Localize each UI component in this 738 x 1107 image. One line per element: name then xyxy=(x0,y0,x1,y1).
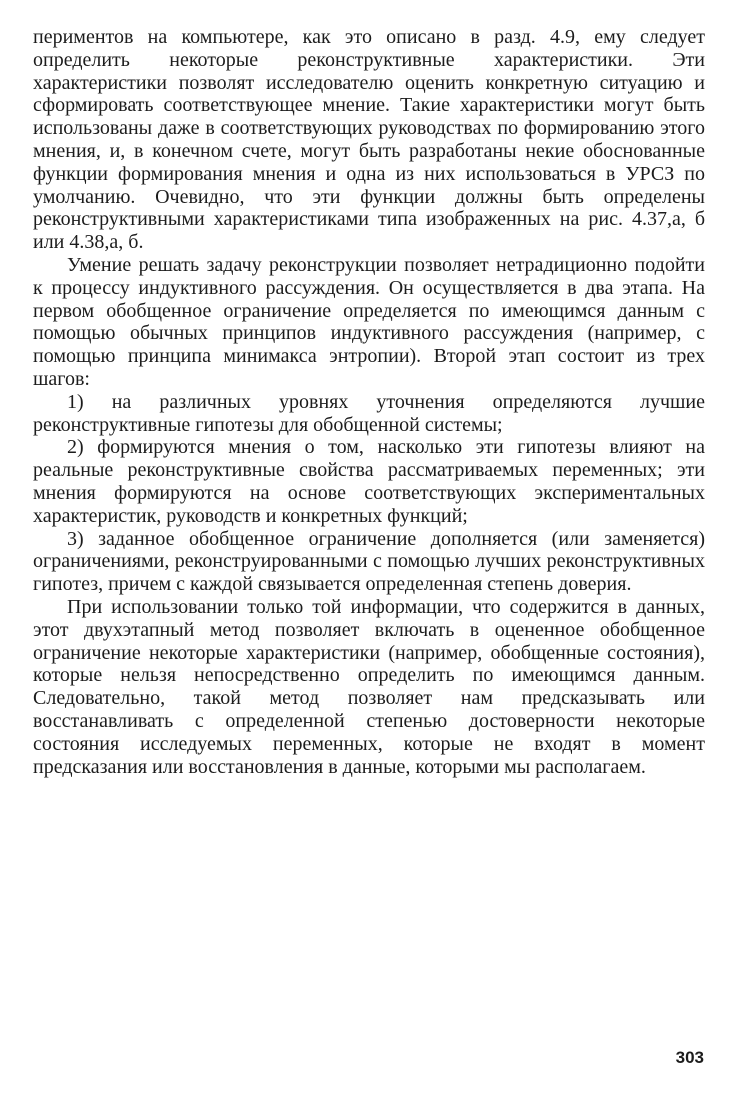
page-number: 303 xyxy=(675,1048,704,1067)
list-item-step-3: 3) заданное обобщенное ограничение дополняется (или заменяется) ограничениями, реконструированными с помощью лучших реконструктивных гипотез, причем с каждой связывается определенная степень доверия. xyxy=(33,527,705,596)
list-item-step-2: 2) формируются мнения о том, насколько эти гипотезы влияют на реальные реконструктивные свойства рассматриваемых переменных; эти мнения формируются на основе соответствующих экспериментальных характеристик, руководств и конкретных функций; xyxy=(33,436,705,527)
paragraph-conclusion: При использовании только той информации, что содержится в данных, этот двухэтапный метод позволяет включать в оцененное обобщенное ограничение некоторые характеристики (например, обобщенные состояния), которые нельзя непосредственно определить по имеющимся данным. Следовательно, такой метод позволяет нам предсказывать или восстанавливать с определенной степенью достоверности некоторые состояния исследуемых переменных, которые не входят в момент предсказания или восстановления в данные, которыми мы располагаем. xyxy=(33,595,705,778)
paragraph-continuation: периментов на компьютере, как это описано в разд. 4.9, ему следует определить некоторые реконструктивные характеристики. Эти характеристики позволят исследователю оценить конкретную ситуацию и сформировать соответствующее мнение. Такие характеристики могут быть использованы даже в соответствующих руководствах по формированию этого мнения, и, в конечном счете, могут быть разработаны некие обоснованные функции формирования мнения и одна из них использоваться в УРСЗ по умолчанию. Очевидно, что эти функции должны быть определены реконструктивными характеристиками типа изображенных на рис. 4.37,а, б или 4.38,а, б. xyxy=(33,26,705,254)
page-body xyxy=(33,26,705,778)
paragraph-reconstruction-intro: Умение решать задачу реконструкции позволяет нетрадиционно подойти к процессу индуктивного рассуждения. Он осуществляется в два этапа. На первом обобщенное ограничение определяется по имеющимся данным с помощью обычных принципов индуктивного рассуждения (например, с помощью принципа минимакса энтропии). Второй этап состоит из трех шагов: xyxy=(33,253,705,390)
list-item-step-1: 1) на различных уровнях уточнения определяются лучшие реконструктивные гипотезы для обобщенной системы; xyxy=(33,390,705,436)
